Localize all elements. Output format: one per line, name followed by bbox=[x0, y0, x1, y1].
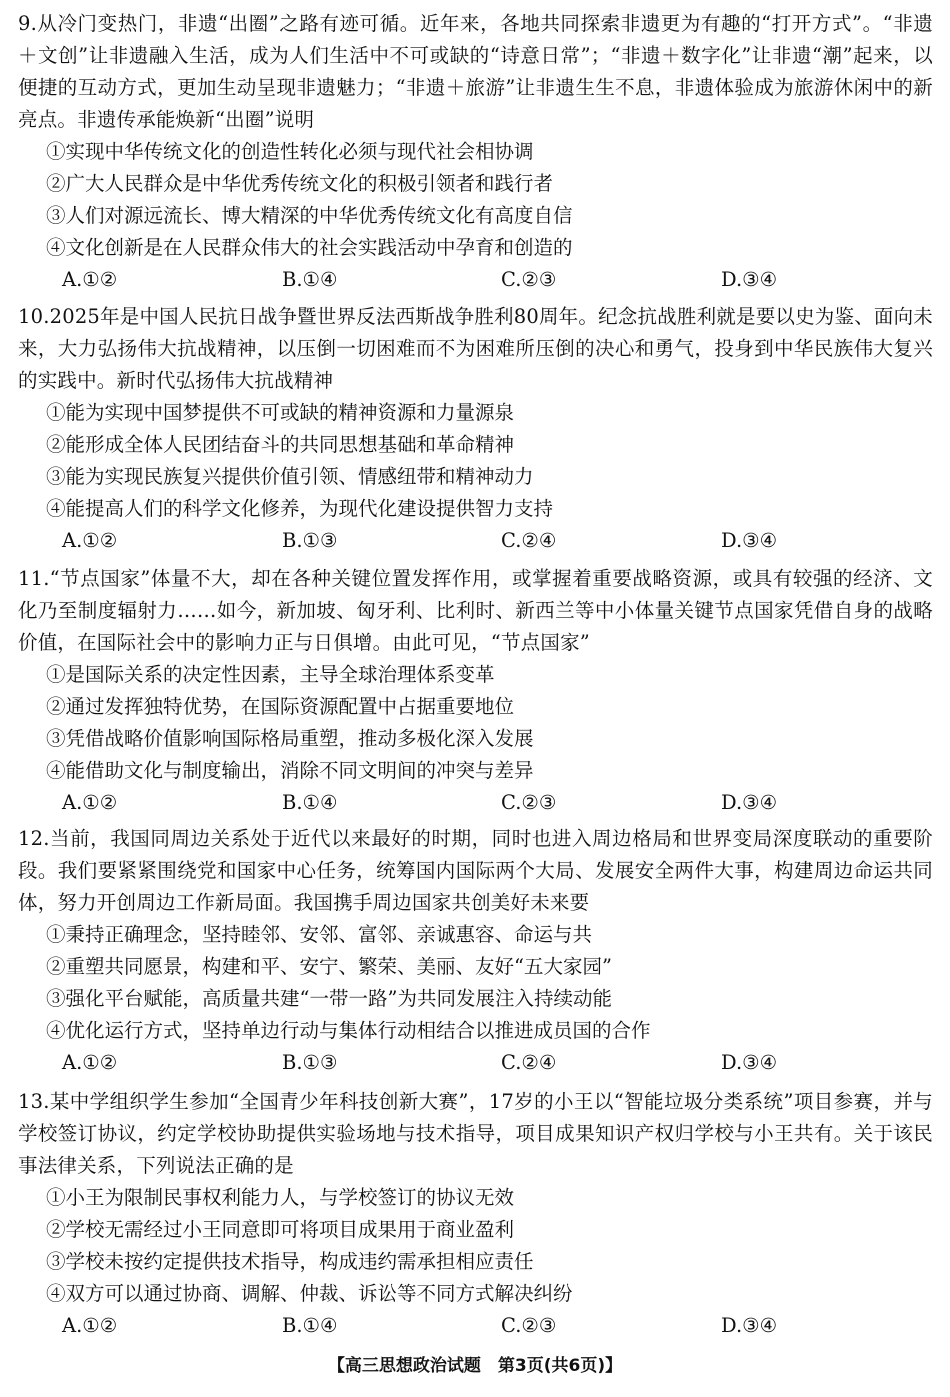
choice-d: D.③④ bbox=[721, 268, 778, 291]
statement-1: ①实现中华传统文化的创造性转化必须与现代社会相协调 bbox=[46, 140, 534, 163]
statement-3: ③学校未按约定提供技术指导，构成违约需承担相应责任 bbox=[46, 1250, 534, 1273]
choice-c: C.②③ bbox=[501, 1314, 557, 1337]
statement-4: ④双方可以通过协商、调解、仲裁、诉讼等不同方式解决纠纷 bbox=[46, 1282, 573, 1305]
statement-4: ④能借助文化与制度输出，消除不同文明间的冲突与差异 bbox=[46, 759, 534, 782]
statement-1: ①能为实现中国梦提供不可或缺的精神资源和力量源泉 bbox=[46, 401, 515, 424]
question-11 bbox=[18, 563, 933, 819]
statement-2: ②重塑共同愿景，构建和平、安宁、繁荣、美丽、友好“五大家园” bbox=[46, 955, 612, 978]
statement-3: ③凭借战略价值影响国际格局重塑，推动多极化深入发展 bbox=[46, 727, 534, 750]
question-13 bbox=[18, 1086, 933, 1342]
choice-a: A.①② bbox=[62, 791, 118, 814]
statement-1: ①小王为限制民事权利能力人，与学校签订的协议无效 bbox=[46, 1186, 515, 1209]
question-stem: 11.“节点国家”体量不大，却在各种关键位置发挥作用，或掌握着重要战略资源，或具有较强的经济、文化乃至制度辐射力……如今，新加坡、匈牙利、比利时、新西兰等中小体量关键节点国家凭借自身的战略价值，在国际社会中的影响力正与日俱增。由此可见，“节点国家” bbox=[18, 567, 933, 654]
choice-a: A.①② bbox=[62, 529, 118, 552]
statement-1: ①是国际关系的决定性因素，主导全球治理体系变革 bbox=[46, 663, 495, 686]
question-stem: 13.某中学组织学生参加“全国青少年科技创新大赛”，17岁的小王以“智能垃圾分类系统”项目参赛，并与学校签订协议，约定学校协助提供实验场地与技术指导，项目成果知识产权归学校与小王共有。关于该民事法律关系，下列说法正确的是 bbox=[18, 1090, 933, 1177]
choice-c: C.②③ bbox=[501, 268, 557, 291]
statement-4: ④能提高人们的科学文化修养，为现代化建设提供智力支持 bbox=[46, 497, 554, 520]
choice-d: D.③④ bbox=[721, 791, 778, 814]
answer-choices bbox=[18, 1047, 933, 1079]
choice-b: B.①④ bbox=[282, 1314, 338, 1337]
statement-1: ①秉持正确理念，坚持睦邻、安邻、富邻、亲诚惠容、命运与共 bbox=[46, 923, 593, 946]
statement-2: ②能形成全体人民团结奋斗的共同思想基础和革命精神 bbox=[46, 433, 515, 456]
statement-4: ④文化创新是在人民群众伟大的社会实践活动中孕育和创造的 bbox=[46, 236, 573, 259]
choice-b: B.①③ bbox=[282, 529, 338, 552]
answer-choices bbox=[18, 264, 933, 296]
statement-2: ②广大人民群众是中华优秀传统文化的积极引领者和践行者 bbox=[46, 172, 554, 195]
choice-c: C.②④ bbox=[501, 1051, 557, 1074]
statement-2: ②学校无需经过小王同意即可将项目成果用于商业盈利 bbox=[46, 1218, 515, 1241]
answer-choices bbox=[18, 1310, 933, 1342]
choice-a: A.①② bbox=[62, 268, 118, 291]
choice-c: C.②④ bbox=[501, 529, 557, 552]
statement-3: ③能为实现民族复兴提供价值引领、情感纽带和精神动力 bbox=[46, 465, 534, 488]
question-10 bbox=[18, 301, 933, 557]
question-stem: 10.2025年是中国人民抗日战争暨世界反法西斯战争胜利80周年。纪念抗战胜利就是要以史为鉴、面向未来，大力弘扬伟大抗战精神，以压倒一切困难而不为困难所压倒的决心和勇气，投身到中华民族伟大复兴的实践中。新时代弘扬伟大抗战精神 bbox=[18, 305, 933, 392]
statement-3: ③强化平台赋能，高质量共建“一带一路”为共同发展注入持续动能 bbox=[46, 987, 612, 1010]
statement-3: ③人们对源远流长、博大精深的中华优秀传统文化有高度自信 bbox=[46, 204, 573, 227]
answer-choices bbox=[18, 787, 933, 819]
question-stem: 12.当前，我国同周边关系处于近代以来最好的时期，同时也进入周边格局和世界变局深度联动的重要阶段。我们要紧紧围绕党和国家中心任务，统筹国内国际两个大局、发展安全两件大事，构建周边命运共同体，努力开创周边工作新局面。我国携手周边国家共创美好未来要 bbox=[18, 827, 933, 914]
answer-choices bbox=[18, 525, 933, 557]
statement-4: ④优化运行方式，坚持单边行动与集体行动相结合以推进成员国的合作 bbox=[46, 1019, 651, 1042]
question-9 bbox=[18, 8, 933, 296]
choice-b: B.①④ bbox=[282, 791, 338, 814]
choice-b: B.①③ bbox=[282, 1051, 338, 1074]
choice-d: D.③④ bbox=[721, 1051, 778, 1074]
choice-a: A.①② bbox=[62, 1051, 118, 1074]
choice-c: C.②③ bbox=[501, 791, 557, 814]
choice-d: D.③④ bbox=[721, 1314, 778, 1337]
page-footer: 【高三思想政治试题 第3页(共6页)】 bbox=[327, 1356, 623, 1376]
question-stem: 9.从冷门变热门，非遗“出圈”之路有迹可循。近年来，各地共同探索非遗更为有趣的“打开方式”。“非遗＋文创”让非遗融入生活，成为人们生活中不可或缺的“诗意日常”；“非遗＋数字化”让非遗“潮”起来，以便捷的互动方式，更加生动呈现非遗魅力；“非遗＋旅游”让非遗生生不息，非遗体验成为旅游休闲中的新亮点。非遗传承能焕新“出圈”说明 bbox=[18, 12, 933, 131]
choice-d: D.③④ bbox=[721, 529, 778, 552]
question-12 bbox=[18, 823, 933, 1079]
choice-b: B.①④ bbox=[282, 268, 338, 291]
choice-a: A.①② bbox=[62, 1314, 118, 1337]
statement-2: ②通过发挥独特优势，在国际资源配置中占据重要地位 bbox=[46, 695, 515, 718]
